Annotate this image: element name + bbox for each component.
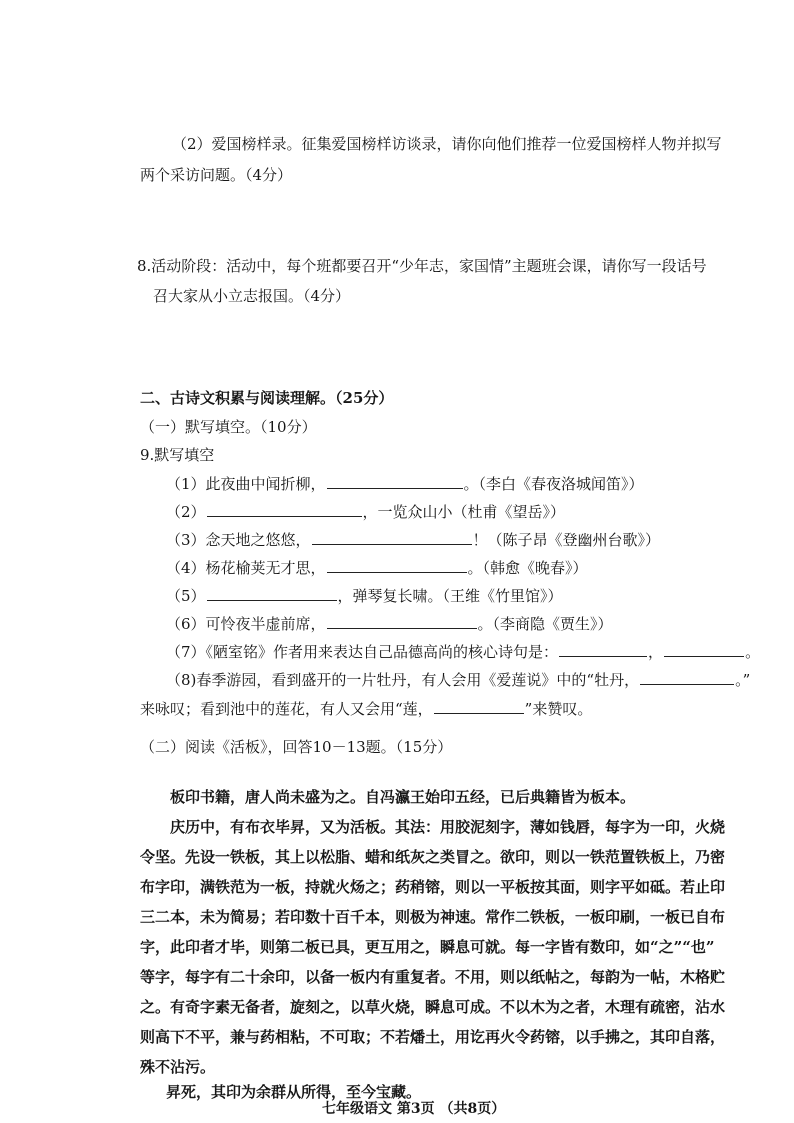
fill-item-8-pre: （8)春季游园，看到盛开的一片牡丹，有人会用《爱莲说》中的“牡丹，: [166, 671, 640, 689]
passage-line-10: 殊不沾污。: [140, 1058, 216, 1076]
fill-item-6: [166, 614, 613, 634]
answer-blank-8b[interactable]: [434, 699, 524, 714]
fill-item-7: [166, 642, 760, 662]
q8-line1: 8.活动阶段：活动中，每个班都要召开“少年志，家国情”主题班会课，请你写一段话号: [137, 257, 707, 275]
fill-item-7-mid: ，: [648, 643, 664, 661]
passage-line-6: 字，此印者才毕，则第二板已具，更互用之，瞬息可就。每一字皆有数印，如“之”“也”: [140, 938, 715, 956]
answer-blank-4[interactable]: [327, 558, 467, 573]
fill-item-7-pre: （7）《陋室铭》作者用来表达自己品德高尚的核心诗句是：: [166, 643, 559, 661]
fill-item-7-post: 。: [745, 643, 761, 661]
subsection-title: （一）默写填空。（10分）: [140, 418, 317, 436]
fill-item-5-pre: （5）: [166, 587, 206, 605]
fill-item-2: [166, 502, 565, 522]
fill-item-8-line2: [140, 699, 592, 719]
answer-blank-5[interactable]: [207, 586, 337, 601]
fill-item-3-pre: （3）念天地之悠悠，: [166, 531, 311, 549]
passage-line-5: 三二本，未为简易；若印数十百千本，则极为神速。常作二铁板，一板印刷，一板已自布: [140, 908, 726, 926]
section-title: 二、古诗文积累与阅读理解。（25分）: [140, 389, 394, 407]
passage-line-2: 庆历中，有布衣毕昇，又为活板。其法：用胶泥刻字，薄如钱唇，每字为一印，火烧: [170, 818, 726, 836]
passage-line-8: 之。有奇字素无备者，旋刻之，以草火烧，瞬息可成。不以木为之者，木理有疏密，沾水: [140, 998, 726, 1016]
answer-blank-7b[interactable]: [664, 642, 744, 657]
answer-blank-7a[interactable]: [559, 642, 647, 657]
fill-item-6-pre: （6）可怜夜半虚前席，: [166, 615, 326, 633]
fill-item-8-line1: [166, 670, 750, 690]
answer-blank-6[interactable]: [327, 614, 477, 629]
passage-line-3: 令坚。先设一铁板，其上以松脂、蜡和纸灰之类冒之。欲印，则以一铁范置铁板上，乃密: [140, 848, 726, 866]
fill-item-5: [166, 586, 563, 606]
q7-2-line1: （2）爱国榜样录。征集爱国榜样访谈录，请你向他们推荐一位爱国榜样人物并拟写: [172, 135, 722, 153]
q9-title: 9.默写填空: [140, 446, 215, 464]
fill-item-6-post: 。（李商隐《贾生》）: [477, 615, 613, 633]
q7-2-line2: 两个采访问题。（4分）: [140, 166, 293, 184]
fill-item-8-line2-pre: 来咏叹；看到池中的莲花，有人又会用“莲，: [140, 700, 433, 718]
fill-item-4-post: 。（韩愈《晚春》）: [467, 559, 588, 577]
fill-item-2-pre: （2）: [166, 503, 206, 521]
reading-title: （二）阅读《活板》，回答10－13题。（15分）: [140, 738, 453, 756]
fill-item-1-pre: （1）此夜曲中闻折柳，: [166, 475, 326, 493]
passage-line-11: 昇死，其印为余群从所得，至今宝藏。: [166, 1083, 422, 1101]
fill-item-5-post: ，弹琴复长啸。（王维《竹里馆》）: [337, 587, 563, 605]
passage-line-1: 板印书籍，唐人尚未盛为之。自冯瀛王始印五经，已后典籍皆为板本。: [170, 788, 636, 806]
q8-line2: 召大家从小立志报国。（4分）: [153, 287, 351, 305]
answer-blank-2[interactable]: [207, 502, 362, 517]
page-footer: 七年级语文 第3页 （共8页）: [322, 1101, 506, 1117]
passage-line-4: 布字印，满铁范为一板，持就火炀之；药稍镕，则以一平板按其面，则字平如砥。若止印: [140, 878, 726, 896]
answer-blank-3[interactable]: [312, 530, 472, 545]
fill-item-1: [166, 474, 644, 494]
passage-line-7: 等字，每字有二十余印，以备一板内有重复者。不用，则以纸帖之，每韵为一帖，木格贮: [140, 968, 726, 986]
fill-item-8-post: 。”: [735, 671, 751, 689]
fill-item-4-pre: （4）杨花榆荚无才思，: [166, 559, 326, 577]
answer-blank-8a[interactable]: [640, 670, 734, 685]
fill-item-1-post: 。（李白《春夜洛城闻笛》）: [463, 475, 644, 493]
fill-item-3: [166, 530, 660, 550]
fill-item-8-line2-post: ”来赞叹。: [524, 700, 593, 718]
fill-item-3-post: ！（陈子昂《登幽州台歌》）: [472, 531, 661, 549]
fill-item-2-post: ，一览众山小（杜甫《望岳》）: [362, 503, 566, 521]
fill-item-4: [166, 558, 588, 578]
passage-line-9: 则高下不平，兼与药相粘，不可取；不若燔土，用讫再火令药镕，以手拂之，其印自落，: [140, 1028, 726, 1046]
answer-blank-1[interactable]: [327, 474, 463, 489]
